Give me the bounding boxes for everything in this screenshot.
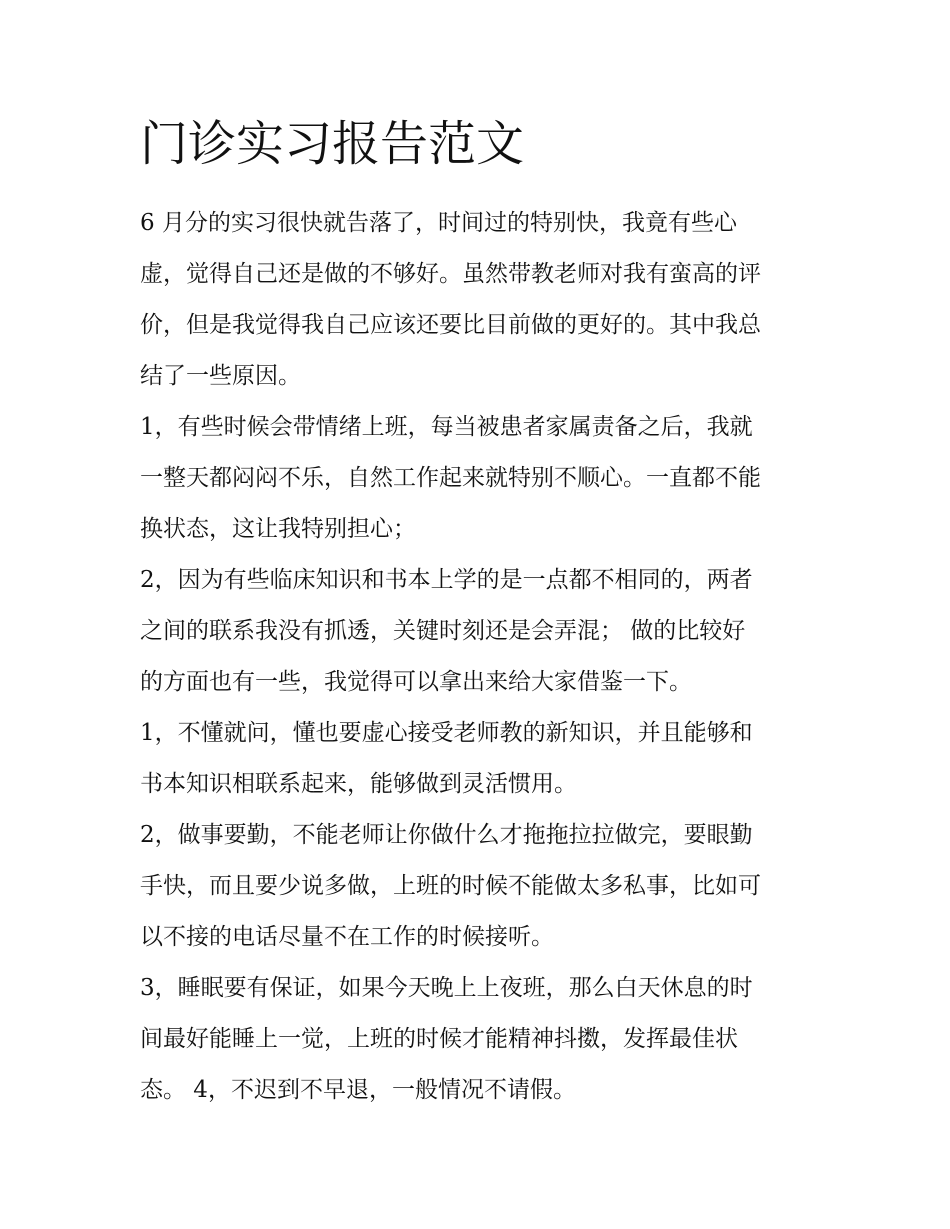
document-title: 门诊实习报告范文 — [140, 116, 525, 172]
text-line: 2，做事要勤，不能老师让你做什么才拖拖拉拉做完，要眼勤 — [140, 822, 753, 848]
text-line: 手快，而且要少说多做，上班的时候不能做太多私事，比如可 — [140, 873, 761, 899]
document-body — [140, 198, 820, 1116]
text-line: 以不接的电话尽量不在工作的时候接听。 — [140, 924, 554, 950]
text-line: 一整天都闷闷不乐，自然工作起来就特别不顺心。一直都不能 — [140, 465, 761, 491]
text-line: 间最好能睡上一觉，上班的时候才能精神抖擞，发挥最佳状 — [140, 1026, 738, 1052]
text-line: 2，因为有些临床知识和书本上学的是一点都不相同的，两者 — [140, 567, 753, 593]
text-line: 结了一些原因。 — [140, 363, 301, 389]
text-line: 1，有些时候会带情绪上班，每当被患者家属责备之后，我就 — [140, 414, 753, 440]
text-line: 虚，觉得自己还是做的不够好。虽然带教老师对我有蛮高的评 — [140, 261, 761, 287]
text-line: 3，睡眠要有保证，如果今天晚上上夜班，那么白天休息的时 — [140, 975, 753, 1001]
text-line: 6 月分的实习很快就告落了，时间过的特别快，我竟有些心 — [140, 210, 737, 236]
text-line: 换状态，这让我特别担心； — [140, 516, 416, 542]
text-line: 1，不懂就问，懂也要虚心接受老师教的新知识，并且能够和 — [140, 720, 753, 746]
text-line: 书本知识相联系起来，能够做到灵活惯用。 — [140, 771, 577, 797]
text-line: 态。 4，不迟到不早退，一般情况不请假。 — [140, 1077, 576, 1103]
text-line: 的方面也有一些，我觉得可以拿出来给大家借鉴一下。 — [140, 669, 692, 695]
text-line: 价，但是我觉得我自己应该还要比目前做的更好的。其中我总 — [140, 312, 761, 338]
text-line: 之间的联系我没有抓透，关键时刻还是会弄混； 做的比较好 — [140, 618, 746, 644]
